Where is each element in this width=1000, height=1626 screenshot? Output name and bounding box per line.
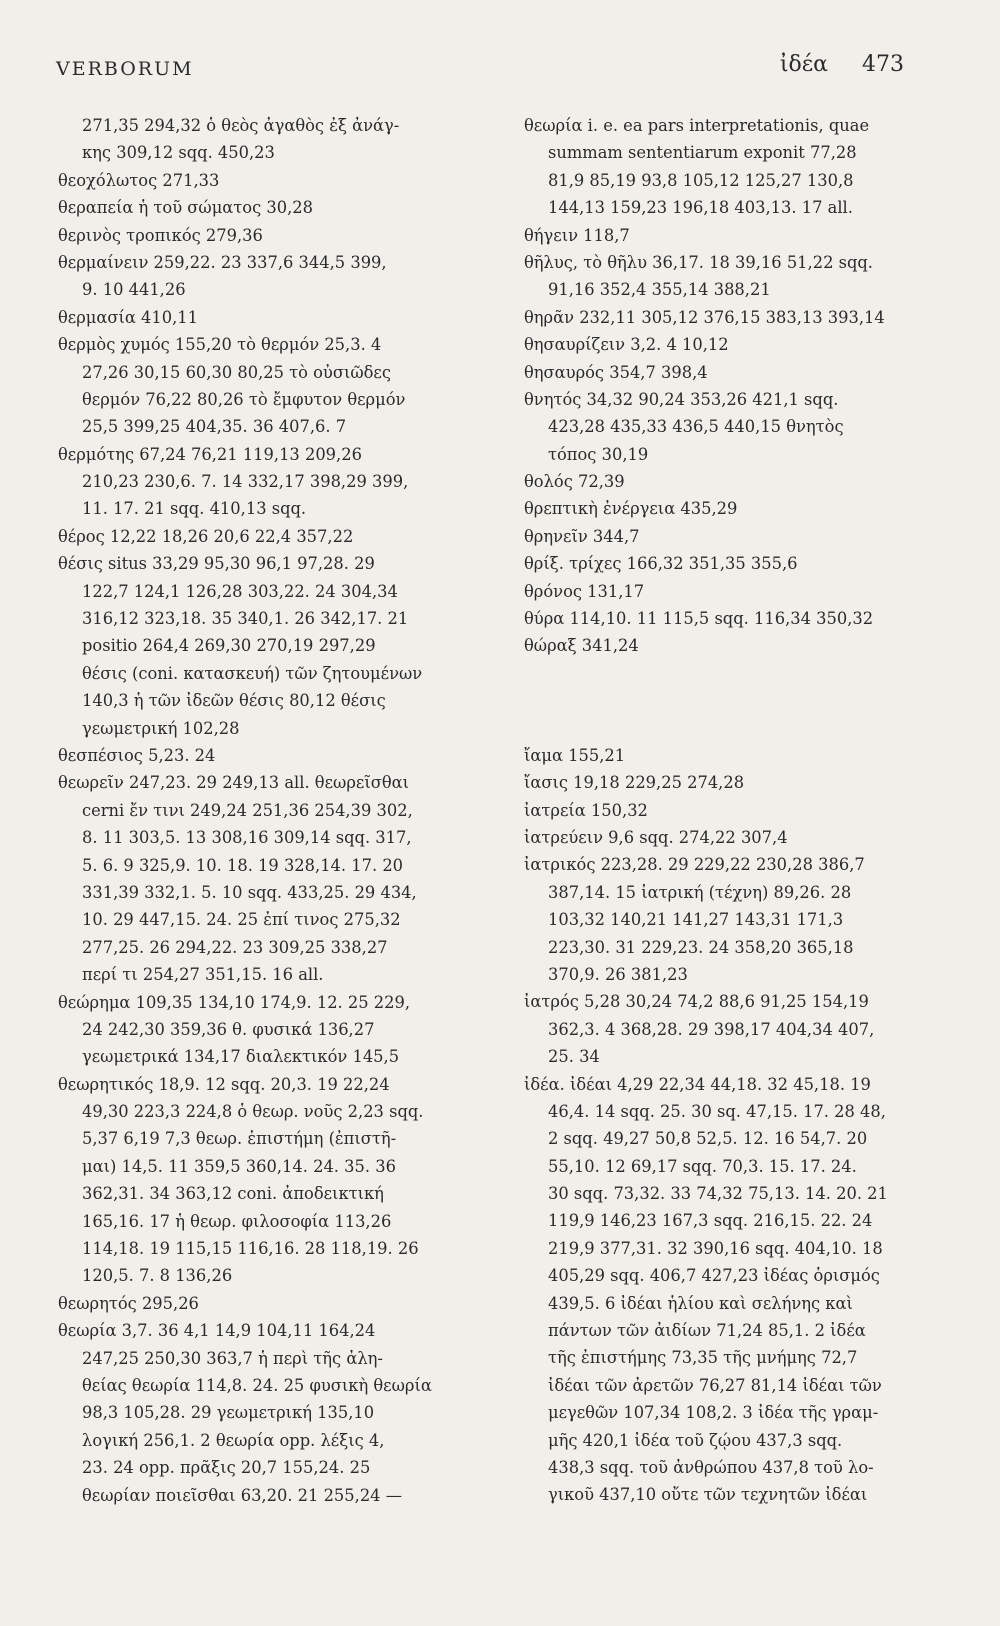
index-entry-line: θεωρεῖν 247,23. 29 249,13 all. θεωρεῖσθαι	[58, 773, 410, 793]
index-entry-line: ἰατρεύειν 9,6 sqq. 274,22 307,4	[524, 827, 788, 847]
index-line-continuation: 423,28 435,33 436,5 440,15 θνητὸς	[548, 417, 844, 437]
index-line-continuation: ἰδέαι τῶν ἀρετῶν 76,27 81,14 ἰδέαι τῶν	[548, 1375, 882, 1395]
index-line-continuation: 98,3 105,28. 29 γεωμετρική 135,10	[82, 1403, 375, 1423]
index-line-continuation: 55,10. 12 69,17 sqq. 70,3. 15. 17. 24.	[548, 1156, 857, 1176]
index-line-continuation: 49,30 223,3 224,8 ὁ θεωρ. νοῦς 2,23 sqq.	[82, 1102, 424, 1122]
index-line-continuation: γικοῦ 437,10 οὔτε τῶν τεχνητῶν ἰδέαι	[548, 1485, 868, 1505]
index-line-continuation: 30 sqq. 73,32. 33 74,32 75,13. 14. 20. 21	[548, 1184, 888, 1204]
index-line-continuation: θεωρίαν ποιεῖσθαι 63,20. 21 255,24 —	[82, 1485, 402, 1505]
index-entry-line: θνητός 34,32 90,24 353,26 421,1 sqq.	[524, 389, 839, 409]
index-line-continuation: λογική 256,1. 2 θεωρία opp. λέξις 4,	[82, 1430, 385, 1450]
index-entry-line: θεωρητός 295,26	[58, 1293, 199, 1313]
index-line-continuation: 81,9 85,19 93,8 105,12 125,27 130,8	[548, 170, 854, 190]
index-entry-line: θερμὸς χυμός 155,20 τὸ θερμόν 25,3. 4	[58, 335, 382, 355]
index-entry-line: θεώρημα 109,35 134,10 174,9. 12. 25 229,	[58, 992, 411, 1012]
section-gap	[524, 660, 944, 742]
index-line-continuation: μαι) 14,5. 11 359,5 360,14. 24. 35. 36	[82, 1156, 396, 1176]
index-block-iota	[524, 742, 944, 1509]
index-line-continuation: θείας θεωρία 114,8. 24. 25 φυσικὴ θεωρία	[82, 1375, 432, 1395]
index-line-continuation: 10. 29 447,15. 24. 25 ἐπί τινος 275,32	[82, 910, 401, 930]
index-entry-line: ἰατρεία 150,32	[524, 800, 648, 820]
index-line-continuation: θέσις (coni. κατασκευή) τῶν ζητουμένων	[82, 663, 423, 683]
index-entry-line: θέρος 12,22 18,26 20,6 22,4 357,22	[58, 526, 354, 546]
index-line-continuation: 247,25 250,30 363,7 ἡ περὶ τῆς ἀλη-	[82, 1348, 383, 1368]
index-entry-line: θήγειν 118,7	[524, 225, 630, 245]
index-line-continuation: 24 242,30 359,36 θ. φυσικά 136,27	[82, 1019, 375, 1039]
index-line-continuation: summam sententiarum exponit 77,28	[548, 143, 857, 163]
index-line-continuation: τόπος 30,19	[548, 444, 649, 464]
index-line-continuation: cerni ἔν τινι 249,24 251,36 254,39 302,	[82, 800, 413, 820]
index-entry-line: θέσις situs 33,29 95,30 96,1 97,28. 29	[58, 554, 375, 574]
index-line-continuation: 5,37 6,19 7,3 θεωρ. ἐπιστήμη (ἐπιστῆ-	[82, 1129, 397, 1149]
index-entry-line: θώραξ 341,24	[524, 636, 639, 656]
index-line-continuation: θερμόν 76,22 80,26 τὸ ἔμφυτον θερμόν	[82, 389, 406, 409]
running-headword: ἰδέα	[779, 52, 828, 77]
index-line-continuation: 439,5. 6 ἰδέαι ἡλίου καὶ σελήνης καὶ	[548, 1293, 853, 1313]
index-line-continuation: 5. 6. 9 325,9. 10. 18. 19 328,14. 17. 20	[82, 855, 404, 875]
index-entry-line: θρόνος 131,17	[524, 581, 645, 601]
index-line-continuation: 122,7 124,1 126,28 303,22. 24 304,34	[82, 581, 398, 601]
index-entry-line: ἰατρός 5,28 30,24 74,2 88,6 91,25 154,19	[524, 992, 869, 1012]
index-entry-line: θησαυρίζειν 3,2. 4 10,12	[524, 335, 729, 355]
index-line-continuation: 219,9 377,31. 32 390,16 sqq. 404,10. 18	[548, 1238, 883, 1258]
index-entry-line: θερμότης 67,24 76,21 119,13 209,26	[58, 444, 362, 464]
index-column-left	[58, 112, 478, 1509]
index-line-continuation: 11. 17. 21 sqq. 410,13 sqq.	[82, 499, 307, 519]
index-line-continuation: 9. 10 441,26	[82, 280, 186, 300]
index-line-continuation: 8. 11 303,5. 13 308,16 309,14 sqq. 317,	[82, 828, 412, 848]
index-entry-line: θρίξ. τρίχες 166,32 351,35 355,6	[524, 554, 798, 574]
index-entry-line: θεσπέσιος 5,23. 24	[58, 745, 216, 765]
index-entry-line: θεωρητικός 18,9. 12 sqq. 20,3. 19 22,24	[58, 1074, 390, 1094]
index-line-continuation: 120,5. 7. 8 136,26	[82, 1266, 233, 1286]
index-entry-line: θρεπτικὴ ἐνέργεια 435,29	[524, 499, 738, 519]
index-line-continuation: 387,14. 15 ἰατρική (τέχνη) 89,26. 28	[548, 882, 852, 902]
index-line-continuation: 277,25. 26 294,22. 23 309,25 338,27	[82, 937, 388, 957]
index-entry-line: θεραπεία ἡ τοῦ σώματος 30,28	[58, 198, 313, 218]
index-line-continuation: 362,3. 4 368,28. 29 398,17 404,34 407,	[548, 1019, 875, 1039]
index-line-continuation: 331,39 332,1. 5. 10 sqq. 433,25. 29 434,	[82, 882, 417, 902]
index-line-continuation: 103,32 140,21 141,27 143,31 171,3	[548, 910, 844, 930]
index-entry-line: θεωρία i. e. ea pars interpretationis, quae	[524, 116, 870, 135]
index-block-theta	[524, 112, 944, 660]
index-entry-line: θερμαίνειν 259,22. 23 337,6 344,5 399,	[58, 252, 387, 272]
index-entry-line: θολός 72,39	[524, 472, 625, 492]
index-line-continuation: γεωμετρικά 134,17 διαλεκτικόν 145,5	[82, 1047, 400, 1067]
index-line-continuation: 405,29 sqq. 406,7 427,23 ἰδέας ὁρισμός	[548, 1266, 880, 1286]
index-line-continuation: κης 309,12 sqq. 450,23	[82, 143, 275, 163]
index-entry-line: θεωρία 3,7. 36 4,1 14,9 104,11 164,24	[58, 1321, 376, 1341]
index-entry-line: θηρᾶν 232,11 305,12 376,15 383,13 393,14	[524, 307, 885, 327]
index-entry-line: θεοχόλωτος 271,33	[58, 170, 220, 190]
index-line-continuation: 362,31. 34 363,12 coni. ἀποδεικτική	[82, 1184, 384, 1204]
index-line-continuation: 46,4. 14 sqq. 25. 30 sq. 47,15. 17. 28 48,	[548, 1101, 886, 1121]
index-line-continuation: 438,3 sqq. τοῦ ἀνθρώπου 437,8 τοῦ λο-	[548, 1457, 874, 1477]
running-header-left: VERBORUM	[56, 58, 194, 80]
index-line-continuation: 91,16 352,4 355,14 388,21	[548, 280, 771, 300]
index-entry-line: ἴαμα 155,21	[524, 745, 626, 765]
index-line-continuation: γεωμετρική 102,28	[82, 718, 240, 738]
index-line-continuation: 316,12 323,18. 35 340,1. 26 342,17. 21	[82, 609, 409, 629]
index-line-continuation: περί τι 254,27 351,15. 16 all.	[82, 965, 324, 985]
index-line-continuation: positio 264,4 269,30 270,19 297,29	[82, 636, 376, 656]
index-line-continuation: τῆς ἐπιστήμης 73,35 τῆς μνήμης 72,7	[548, 1348, 858, 1368]
index-line-continuation: 25,5 399,25 404,35. 36 407,6. 7	[82, 417, 347, 437]
index-line-continuation: 370,9. 26 381,23	[548, 964, 688, 984]
index-line-continuation: 27,26 30,15 60,30 80,25 τὸ οὐσιῶδες	[82, 362, 391, 382]
index-entry-line: θησαυρός 354,7 398,4	[524, 362, 708, 382]
index-entry-line: θερμασία 410,11	[58, 307, 199, 327]
index-line-continuation: 23. 24 opp. πρᾶξις 20,7 155,24. 25	[82, 1458, 371, 1478]
index-line-continuation: 144,13 159,23 196,18 403,13. 17 all.	[548, 198, 853, 218]
index-line-continuation: 2 sqq. 49,27 50,8 52,5. 12. 16 54,7. 20	[548, 1129, 868, 1149]
index-line-continuation: 114,18. 19 115,15 116,16. 28 118,19. 26	[82, 1239, 419, 1259]
index-entry-line: θύρα 114,10. 11 115,5 sqq. 116,34 350,32	[524, 609, 874, 629]
index-entry-line: ἴασις 19,18 229,25 274,28	[524, 773, 745, 793]
index-line-continuation: μῆς 420,1 ἰδέα τοῦ ζῴου 437,3 sqq.	[548, 1430, 843, 1450]
index-line-continuation: 165,16. 17 ἡ θεωρ. φιλοσοφία 113,26	[82, 1211, 392, 1231]
page-number: 473	[862, 52, 904, 77]
index-line-continuation: πάντων τῶν ἀιδίων 71,24 85,1. 2 ἰδέα	[548, 1321, 866, 1341]
index-line-continuation: 271,35 294,32 ὁ θεὸς ἀγαθὸς ἐξ ἀνάγ-	[82, 116, 400, 135]
index-entry-line: θρηνεῖν 344,7	[524, 526, 640, 546]
index-entry-line: ἰδέα. ἰδέαι 4,29 22,34 44,18. 32 45,18. 19	[524, 1074, 871, 1094]
index-line-continuation: 25. 34	[548, 1047, 600, 1067]
running-header-right	[780, 52, 904, 77]
index-line-continuation: 140,3 ἡ τῶν ἰδεῶν θέσις 80,12 θέσις	[82, 691, 386, 711]
index-line-continuation: 210,23 230,6. 7. 14 332,17 398,29 399,	[82, 472, 409, 492]
index-entry-line: ἰατρικός 223,28. 29 229,22 230,28 386,7	[524, 855, 865, 875]
index-entry-line: θῆλυς, τὸ θῆλυ 36,17. 18 39,16 51,22 sqq.	[524, 252, 873, 272]
index-line-continuation: 119,9 146,23 167,3 sqq. 216,15. 22. 24	[548, 1211, 873, 1231]
index-line-continuation: 223,30. 31 229,23. 24 358,20 365,18	[548, 937, 854, 957]
index-entry-line: θερινὸς τροπικός 279,36	[58, 225, 263, 245]
index-line-continuation: μεγεθῶν 107,34 108,2. 3 ἰδέα τῆς γραμ-	[548, 1403, 879, 1423]
index-column-right	[524, 112, 944, 1509]
